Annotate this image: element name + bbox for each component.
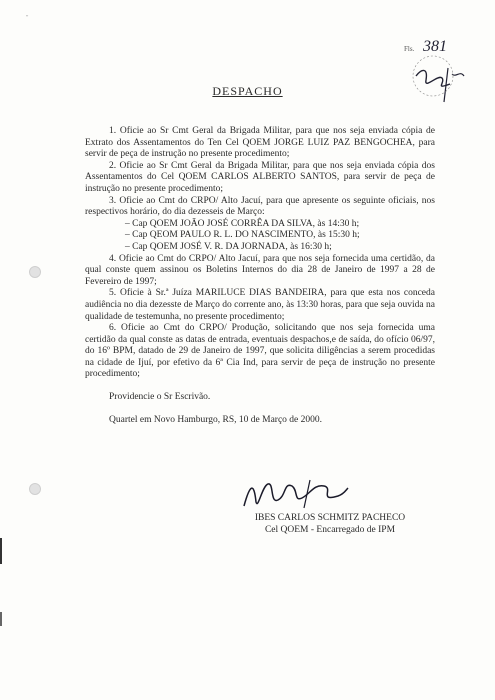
officer-item: – Cap QOEM JOÃO JOSÉ CORRÊA DA SILVA, às 14:30 h; bbox=[125, 218, 360, 229]
document-title: DESPACHO bbox=[212, 84, 283, 98]
paragraph-2: 2. Oficie ao Sr Cmt Geral da Brigada Militar, para que nos seja enviada cópia dos Assentamentos do Cel QOEM CARLOS ALBERTO SANTOS, para servir de peça de instrução no presente procedimento; bbox=[85, 160, 435, 194]
scan-edge-mark bbox=[0, 612, 2, 626]
signer-role: Cel QOEM - Encarregado de IPM bbox=[264, 524, 396, 535]
paragraph-6: 6. Oficie ao Cmt do CRPO/ Produção, solicitando que nos seja fornecida uma certidão da qual conste as datas de entrada, eventuais despachos,e de saída, do ofício 06/97, do 16º BPM, datado de 29 de Janeiro de 1997, que solicita diligências a serem procedidas na cidade de Ijuí, por efetivo da 6ª Cia Ind, para servir de peça de instrução no presente procedimento; bbox=[85, 323, 435, 380]
folio-prefix: Fls. bbox=[404, 45, 415, 53]
paragraph-5: 5. Oficie à Sr.ª Juíza MARILUCE DIAS BANDEIRA, para que esta nos conceda audiência no dia dezesste de Março do corrente ano, às 13:30 horas, para que seja ouvida na qualidade de testemunha, no presente procedimento; bbox=[85, 288, 435, 322]
document-body bbox=[85, 126, 435, 426]
paragraph-1: 1. Oficie ao Sr Cmt Geral da Brigada Militar, para que nos seja enviada cópia de Extrato dos Assentamentos do Ten Cel QOEM JORGE LUIZ PAZ BENGOCHEA, para servir de peça de instrução no presente procedimento; bbox=[85, 126, 435, 160]
scan-edge-mark bbox=[0, 538, 2, 564]
punch-hole bbox=[29, 483, 41, 495]
place-date: Quartel em Novo Hamburgo, RS, 10 de Março de 2000. bbox=[109, 414, 323, 425]
officer-item: – Cap QOEM JOSÉ V. R. DA JORNADA, às 16:30 h; bbox=[125, 241, 332, 252]
officer-list bbox=[85, 219, 435, 254]
signature-scribble-icon bbox=[240, 476, 350, 510]
signer-name: IBES CARLOS SCHMITZ PACHECO bbox=[254, 513, 406, 523]
paragraph-3: 3. Oficie ao Cmt do CRPO/ Alto Jacuí, para que apresente os seguinte oficiais, nos respectivos horário, do dia dezesseis de Março: bbox=[85, 195, 435, 218]
corner-mark: " bbox=[26, 15, 29, 21]
officer-item: – Cap QEOM PAULO R. L. DO NASCIMENTO, às 15:30 h; bbox=[125, 230, 360, 241]
closing-line: Providencie o Sr Escrivão. bbox=[109, 392, 211, 403]
punch-hole bbox=[29, 266, 41, 278]
paragraph-4: 4. Oficie ao Cmt do CRPO/ Alto Jacuí, para que nos seja fornecida uma certidão, da qual conste quem assinou os Boletins Internos do dia 28 de Janeiro de 1997 a 28 de Fevereiro de 1997; bbox=[85, 253, 435, 287]
folio-number: 381 bbox=[423, 38, 447, 55]
signature-block bbox=[210, 513, 450, 536]
